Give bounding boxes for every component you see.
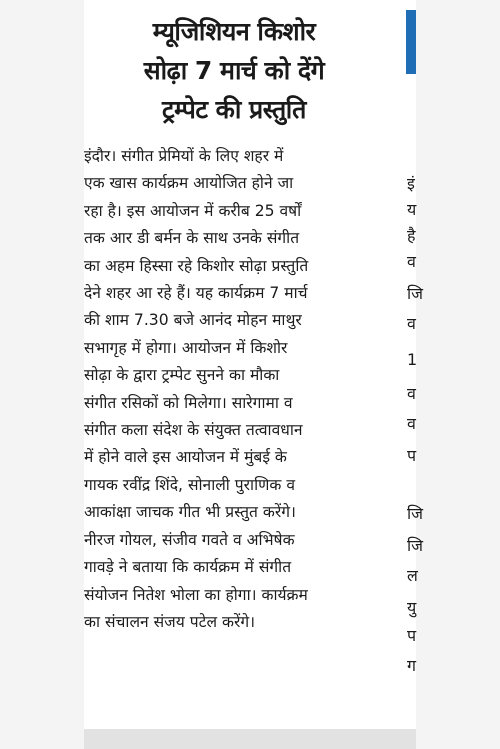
body-line: संयोजन नितेश भोला का होगा। कार्यक्रम [84,585,308,604]
fragment-glyph: व [407,252,416,271]
body-line: संगीत रसिकों को मिलेगा। सारेगामा व [84,393,293,412]
body-line: सोढ़ा के द्वारा ट्रम्पेट सुनने का मौका [84,366,280,385]
fragment-glyph: व [407,384,416,403]
body-line: तक आर डी बर्मन के साथ उनके संगीत [84,229,300,248]
body-line: नीरज गोयल, संजीव गवते व अभिषेक [84,530,295,549]
body-line: देने शहर आ रहे हैं। यह कार्यक्रम 7 मार्च [84,284,308,303]
body-line: में होने वाले इस आयोजन में मुंबई के [84,448,287,467]
body-line: सभागृह में होगा। आयोजन में किशोर [84,338,288,357]
clipping-footer-band [84,729,416,749]
article-body [84,143,390,636]
fragment-glyph: ग [407,656,417,675]
body-line: आकांक्षा जाचक गीत भी प्रस्तुत करेंगे। [84,503,296,522]
fragment-glyph: व [407,414,416,433]
fragment-glyph: 1 [407,350,418,369]
body-line: एक खास कार्यक्रम आयोजित होने जा [84,174,294,193]
fragment-glyph: प [407,626,417,645]
headline-line: ट्रम्पेट की प्रस्तुति [162,95,306,124]
body-line: का अहम हिस्सा रहे किशोर सोढ़ा प्रस्तुति [84,256,309,275]
newspaper-clipping [84,0,424,749]
fragment-glyph: प [407,446,417,465]
body-line: संगीत कला संदेश के संयुक्त तत्वावधान [84,421,303,440]
body-line: गावड़े ने बताया कि कार्यक्रम में संगीत [84,558,292,577]
adjacent-article-accent-bar [406,10,416,74]
fragment-glyph: जि [407,504,424,523]
fragment-glyph: जि [407,536,424,555]
body-line: इंदौर। संगीत प्रेमियों के लिए शहर में [84,147,284,165]
body-line: का संचालन संजय पटेल करेंगे। [84,612,256,631]
fragment-glyph: जि [407,284,424,303]
article-headline [84,12,384,129]
fragment-glyph: यु [407,598,417,617]
body-line: गायक रवींद्र शिंदे, सोनाली पुराणिक व [84,475,295,494]
headline-line: म्यूजिशियन किशोर [152,17,316,46]
fragment-glyph: ल [407,566,418,585]
fragment-glyph: य [407,200,417,219]
body-line: की शाम 7.30 बजे आनंद मोहन माथुर [84,311,302,330]
fragment-glyph: व [407,314,416,333]
fragment-glyph: इं [407,174,415,193]
headline-line: सोढ़ा 7 मार्च को देंगे [143,56,325,85]
fragment-glyph: है [407,226,416,245]
body-line: रहा है। इस आयोजन में करीब 25 वर्षों [84,201,302,220]
